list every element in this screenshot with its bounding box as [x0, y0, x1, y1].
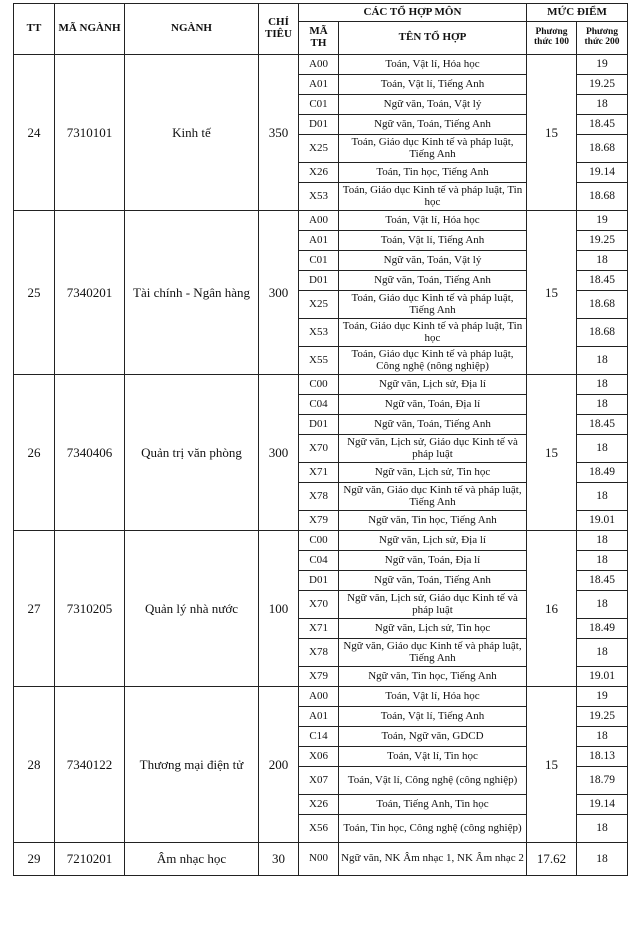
combo-code-cell: X70	[299, 435, 339, 463]
header-phuong-thuc-200: Phương thức 200	[577, 22, 628, 55]
combo-name-cell: Toán, Giáo dục Kinh tế và pháp luật, Tiếng Anh	[339, 291, 527, 319]
combo-code-cell: A01	[299, 707, 339, 727]
score-method-100-cell: 15	[527, 375, 577, 531]
score-method-200-cell: 18	[577, 843, 628, 876]
combo-name-cell: Ngữ văn, Toán, Địa lí	[339, 395, 527, 415]
quota-cell: 350	[259, 55, 299, 211]
quota-cell: 30	[259, 843, 299, 876]
combo-code-cell: X07	[299, 767, 339, 795]
score-method-200-cell: 19	[577, 211, 628, 231]
score-method-200-cell: 18	[577, 95, 628, 115]
combo-name-cell: Ngữ văn, NK Âm nhạc 1, NK Âm nhạc 2	[339, 843, 527, 876]
table-row	[14, 375, 628, 395]
combo-code-cell: X55	[299, 347, 339, 375]
major-name-cell: Quản lý nhà nước	[125, 531, 259, 687]
combo-name-cell: Ngữ văn, Giáo dục Kinh tế và pháp luật, Tiếng Anh	[339, 483, 527, 511]
combo-code-cell: N00	[299, 843, 339, 876]
combo-code-cell: X53	[299, 183, 339, 211]
combo-code-cell: D01	[299, 271, 339, 291]
combo-code-cell: X70	[299, 591, 339, 619]
combo-name-cell: Toán, Vật lí, Hóa học	[339, 211, 527, 231]
combo-code-cell: A01	[299, 75, 339, 95]
combo-code-cell: X79	[299, 667, 339, 687]
tt-cell: 29	[14, 843, 55, 876]
table-row	[14, 687, 628, 707]
score-method-200-cell: 18	[577, 815, 628, 843]
combo-code-cell: C01	[299, 251, 339, 271]
combo-name-cell: Ngữ văn, Toán, Tiếng Anh	[339, 115, 527, 135]
combo-name-cell: Ngữ văn, Lịch sử, Giáo dục Kinh tế và pháp luật	[339, 591, 527, 619]
combo-code-cell: X26	[299, 795, 339, 815]
score-method-200-cell: 18.68	[577, 291, 628, 319]
combo-name-cell: Ngữ văn, Toán, Tiếng Anh	[339, 415, 527, 435]
score-method-200-cell: 19.01	[577, 511, 628, 531]
tt-cell: 26	[14, 375, 55, 531]
score-method-100-cell: 17.62	[527, 843, 577, 876]
combo-code-cell: X25	[299, 135, 339, 163]
score-method-200-cell: 19.25	[577, 75, 628, 95]
score-method-200-cell: 18.45	[577, 115, 628, 135]
score-method-200-cell: 18	[577, 375, 628, 395]
combo-code-cell: C04	[299, 395, 339, 415]
major-name-cell: Quản trị văn phòng	[125, 375, 259, 531]
tt-cell: 24	[14, 55, 55, 211]
combo-code-cell: C04	[299, 551, 339, 571]
combo-name-cell: Toán, Vật lí, Tiếng Anh	[339, 75, 527, 95]
quota-cell: 200	[259, 687, 299, 843]
score-method-200-cell: 18	[577, 639, 628, 667]
score-method-200-cell: 18.68	[577, 319, 628, 347]
header-ten-to-hop: TÊN TỔ HỢP	[339, 22, 527, 55]
combo-name-cell: Toán, Vật lí, Hóa học	[339, 55, 527, 75]
major-code-cell: 7340406	[55, 375, 125, 531]
header-muc-diem-group: MỨC ĐIỂM	[527, 4, 628, 22]
table-row	[14, 531, 628, 551]
major-code-cell: 7310101	[55, 55, 125, 211]
major-name-cell: Âm nhạc học	[125, 843, 259, 876]
major-code-cell: 7340201	[55, 211, 125, 375]
header-ma-th: MÃ TH	[299, 22, 339, 55]
tt-cell: 27	[14, 531, 55, 687]
combo-name-cell: Ngữ văn, Lịch sử, Giáo dục Kinh tế và pháp luật	[339, 435, 527, 463]
table-body	[14, 55, 628, 876]
combo-name-cell: Ngữ văn, Lịch sử, Tin học	[339, 619, 527, 639]
combo-code-cell: X78	[299, 639, 339, 667]
score-method-200-cell: 19.25	[577, 707, 628, 727]
major-name-cell: Tài chính - Ngân hàng	[125, 211, 259, 375]
admission-score-table	[13, 3, 628, 876]
score-method-200-cell: 18	[577, 531, 628, 551]
quota-cell: 300	[259, 211, 299, 375]
combo-name-cell: Toán, Tin học, Công nghệ (công nghiệp)	[339, 815, 527, 843]
quota-cell: 100	[259, 531, 299, 687]
score-method-200-cell: 18.49	[577, 619, 628, 639]
score-method-200-cell: 19.01	[577, 667, 628, 687]
combo-code-cell: X06	[299, 747, 339, 767]
combo-code-cell: X79	[299, 511, 339, 531]
combo-name-cell: Toán, Vật lí, Công nghệ (công nghiệp)	[339, 767, 527, 795]
header-phuong-thuc-100: Phương thức 100	[527, 22, 577, 55]
combo-name-cell: Toán, Giáo dục Kinh tế và pháp luật, Công nghệ (nông nghiệp)	[339, 347, 527, 375]
combo-code-cell: D01	[299, 115, 339, 135]
score-method-200-cell: 19.25	[577, 231, 628, 251]
combo-name-cell: Ngữ văn, Toán, Tiếng Anh	[339, 271, 527, 291]
score-method-200-cell: 19.14	[577, 795, 628, 815]
major-name-cell: Kinh tế	[125, 55, 259, 211]
score-method-100-cell: 15	[527, 211, 577, 375]
score-method-200-cell: 18	[577, 347, 628, 375]
score-method-200-cell: 18	[577, 251, 628, 271]
table-row	[14, 211, 628, 231]
combo-code-cell: C14	[299, 727, 339, 747]
header-tt: TT	[14, 4, 55, 55]
combo-name-cell: Ngữ văn, Toán, Tiếng Anh	[339, 571, 527, 591]
score-method-200-cell: 18.13	[577, 747, 628, 767]
combo-name-cell: Ngữ văn, Toán, Địa lí	[339, 551, 527, 571]
combo-code-cell: A00	[299, 687, 339, 707]
header-nganh: NGÀNH	[125, 4, 259, 55]
score-method-200-cell: 18	[577, 551, 628, 571]
score-method-200-cell: 18	[577, 727, 628, 747]
combo-name-cell: Toán, Vật lí, Tiếng Anh	[339, 231, 527, 251]
major-name-cell: Thương mại điện tử	[125, 687, 259, 843]
combo-name-cell: Toán, Tin học, Tiếng Anh	[339, 163, 527, 183]
score-method-200-cell: 18.68	[577, 135, 628, 163]
combo-code-cell: C00	[299, 375, 339, 395]
combo-name-cell: Ngữ văn, Toán, Vật lý	[339, 95, 527, 115]
combo-code-cell: X71	[299, 619, 339, 639]
table-row	[14, 55, 628, 75]
combo-code-cell: C01	[299, 95, 339, 115]
combo-code-cell: X26	[299, 163, 339, 183]
score-method-100-cell: 16	[527, 531, 577, 687]
score-method-200-cell: 19	[577, 687, 628, 707]
score-method-200-cell: 18	[577, 483, 628, 511]
score-method-200-cell: 18.68	[577, 183, 628, 211]
major-code-cell: 7310205	[55, 531, 125, 687]
combo-name-cell: Toán, Giáo dục Kinh tế và pháp luật, Tiếng Anh	[339, 135, 527, 163]
combo-name-cell: Toán, Vật lí, Tin học	[339, 747, 527, 767]
combo-code-cell: A00	[299, 211, 339, 231]
header-ma-nganh: MÃ NGÀNH	[55, 4, 125, 55]
combo-name-cell: Toán, Giáo dục Kinh tế và pháp luật, Tin học	[339, 183, 527, 211]
combo-code-cell: A00	[299, 55, 339, 75]
combo-name-cell: Ngữ văn, Toán, Vật lý	[339, 251, 527, 271]
score-method-200-cell: 18.45	[577, 271, 628, 291]
score-method-100-cell: 15	[527, 687, 577, 843]
quota-cell: 300	[259, 375, 299, 531]
combo-name-cell: Toán, Giáo dục Kinh tế và pháp luật, Tin học	[339, 319, 527, 347]
score-method-200-cell: 18.79	[577, 767, 628, 795]
score-method-200-cell: 18	[577, 435, 628, 463]
header-chi-tieu: CHỈ TIÊU	[259, 4, 299, 55]
combo-code-cell: X56	[299, 815, 339, 843]
score-method-200-cell: 19.14	[577, 163, 628, 183]
score-method-200-cell: 19	[577, 55, 628, 75]
combo-name-cell: Ngữ văn, Lịch sử, Địa lí	[339, 375, 527, 395]
combo-code-cell: C00	[299, 531, 339, 551]
combo-name-cell: Toán, Ngữ văn, GDCD	[339, 727, 527, 747]
major-code-cell: 7340122	[55, 687, 125, 843]
combo-code-cell: X53	[299, 319, 339, 347]
score-method-200-cell: 18	[577, 395, 628, 415]
combo-name-cell: Toán, Vật lí, Tiếng Anh	[339, 707, 527, 727]
combo-code-cell: D01	[299, 571, 339, 591]
tt-cell: 25	[14, 211, 55, 375]
combo-code-cell: X71	[299, 463, 339, 483]
combo-name-cell: Ngữ văn, Giáo dục Kinh tế và pháp luật, Tiếng Anh	[339, 639, 527, 667]
score-method-200-cell: 18.45	[577, 571, 628, 591]
combo-name-cell: Toán, Tiếng Anh, Tin học	[339, 795, 527, 815]
combo-name-cell: Ngữ văn, Lịch sử, Địa lí	[339, 531, 527, 551]
score-method-100-cell: 15	[527, 55, 577, 211]
table-row	[14, 843, 628, 876]
score-method-200-cell: 18.45	[577, 415, 628, 435]
score-method-200-cell: 18	[577, 591, 628, 619]
major-code-cell: 7210201	[55, 843, 125, 876]
header-to-hop-group: CÁC TỔ HỢP MÔN	[299, 4, 527, 22]
combo-code-cell: X78	[299, 483, 339, 511]
tt-cell: 28	[14, 687, 55, 843]
combo-code-cell: D01	[299, 415, 339, 435]
combo-name-cell: Ngữ văn, Tin học, Tiếng Anh	[339, 667, 527, 687]
combo-name-cell: Ngữ văn, Lịch sử, Tin học	[339, 463, 527, 483]
combo-name-cell: Ngữ văn, Tin học, Tiếng Anh	[339, 511, 527, 531]
combo-name-cell: Toán, Vật lí, Hóa học	[339, 687, 527, 707]
score-method-200-cell: 18.49	[577, 463, 628, 483]
combo-code-cell: X25	[299, 291, 339, 319]
combo-code-cell: A01	[299, 231, 339, 251]
